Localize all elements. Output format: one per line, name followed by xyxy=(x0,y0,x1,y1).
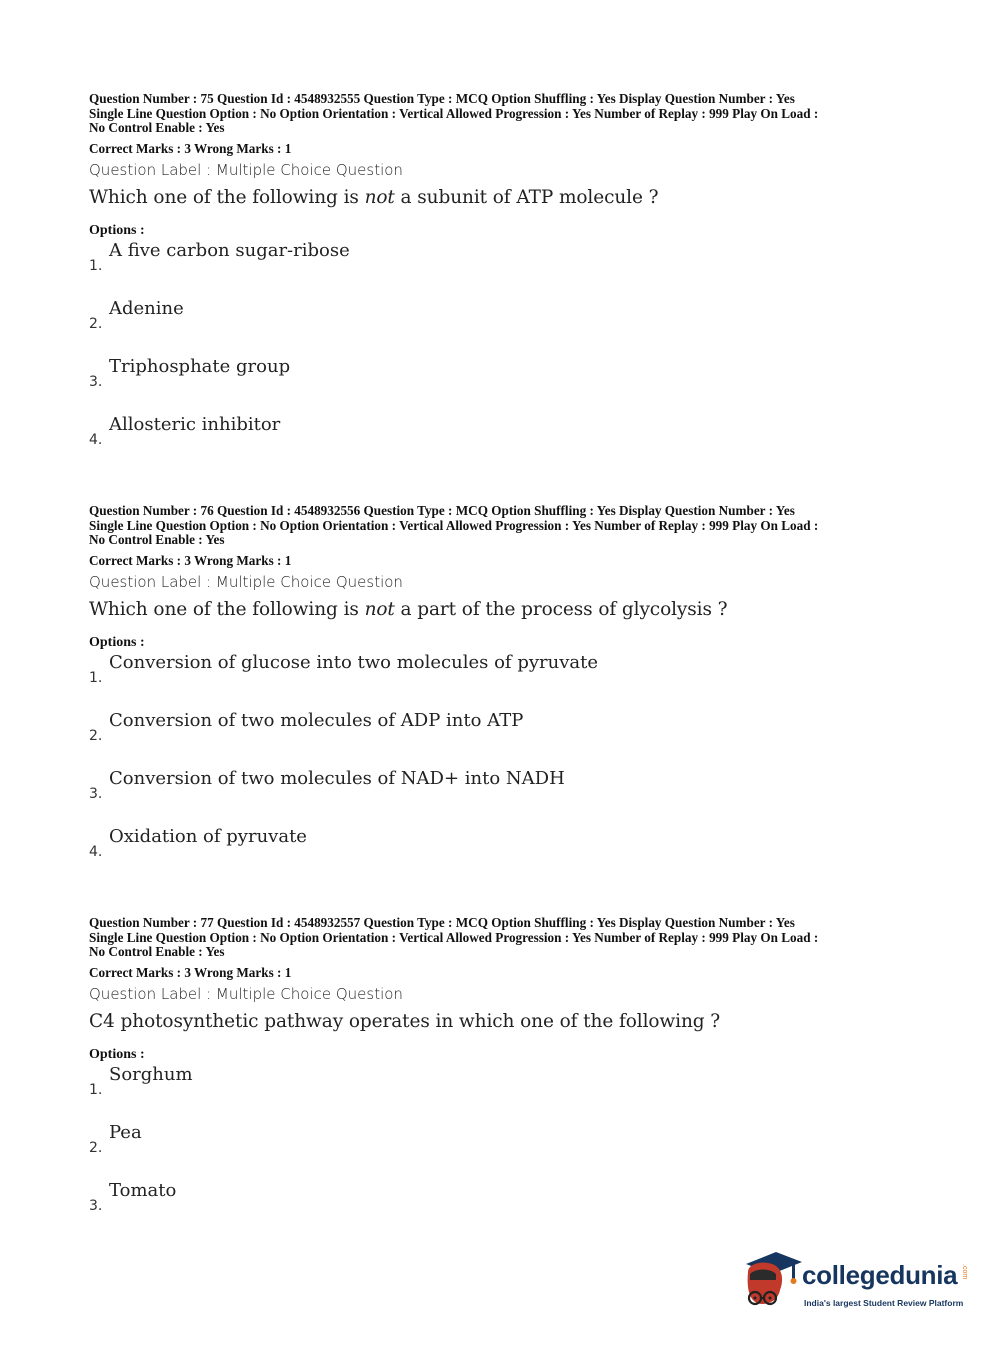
option-text: A five carbon sugar-ribose xyxy=(109,239,350,261)
option-item xyxy=(89,356,919,414)
option-item xyxy=(89,240,919,298)
logo-com-suffix: .com xyxy=(961,1264,968,1280)
question-text-part: C4 photosynthetic pathway operates in which one of the following ? xyxy=(89,1010,721,1032)
question-marks: Correct Marks : 3 Wrong Marks : 1 xyxy=(89,552,292,568)
question-marks: Correct Marks : 3 Wrong Marks : 1 xyxy=(89,964,292,980)
option-item xyxy=(89,1064,919,1122)
option-item xyxy=(89,1122,919,1180)
mascot-icon xyxy=(742,1250,804,1320)
collegedunia-logo xyxy=(742,1250,972,1320)
question-label: Question Label : Multiple Choice Question xyxy=(89,572,403,591)
question-meta-line: Question Number : 76 Question Id : 4548932556 Question Type : MCQ Option Shuffling : Yes Display Question Number : Yes xyxy=(89,503,795,518)
question-meta-line: Single Line Question Option : No Option Orientation : Vertical Allowed Progression : Yes Number of Replay : 999 Play On Load : xyxy=(89,105,819,121)
option-text: Triphosphate group xyxy=(109,355,291,377)
logo-wordmark: collegedunia xyxy=(802,1260,958,1290)
options-heading: Options : xyxy=(89,634,145,650)
question-text xyxy=(89,1009,919,1035)
question-meta-line: Single Line Question Option : No Option Orientation : Vertical Allowed Progression : Yes Number of Replay : 999 Play On Load : xyxy=(89,517,819,533)
option-number: 3. xyxy=(89,785,103,802)
option-item xyxy=(89,1180,919,1238)
option-item xyxy=(89,826,919,884)
question-meta-line: Question Number : 75 Question Id : 4548932555 Question Type : MCQ Option Shuffling : Yes Display Question Number : Yes xyxy=(89,91,795,106)
logo-tagline: India's largest Student Review Platform xyxy=(804,1298,964,1308)
option-number: 2. xyxy=(89,1139,103,1156)
option-number: 1. xyxy=(89,1081,103,1098)
question-block xyxy=(89,504,919,884)
option-text: Allosteric inhibitor xyxy=(109,413,281,435)
option-text: Oxidation of pyruvate xyxy=(109,825,307,847)
question-text xyxy=(89,597,919,623)
option-number: 3. xyxy=(89,373,103,390)
option-text: Pea xyxy=(109,1121,142,1143)
option-number: 3. xyxy=(89,1197,103,1214)
question-text-part: Which one of the following is xyxy=(89,186,365,208)
option-number: 4. xyxy=(89,431,103,448)
question-text-emphasis: not xyxy=(364,186,395,208)
question-text-part: a subunit of ATP molecule ? xyxy=(394,186,659,208)
question-text-part: Which one of the following is xyxy=(89,598,365,620)
option-text: Adenine xyxy=(109,297,184,319)
question-text-part: a part of the process of glycolysis ? xyxy=(394,598,728,620)
question-text-emphasis: not xyxy=(364,598,395,620)
option-text: Conversion of glucose into two molecules of pyruvate xyxy=(109,651,598,673)
option-item xyxy=(89,710,919,768)
question-meta-line: No Control Enable : Yes xyxy=(89,944,225,960)
options-heading: Options : xyxy=(89,1046,145,1062)
question-meta-line: No Control Enable : Yes xyxy=(89,120,225,136)
question-block xyxy=(89,92,919,472)
question-meta-line: Single Line Question Option : No Option Orientation : Vertical Allowed Progression : Yes Number of Replay : 999 Play On Load : xyxy=(89,929,819,945)
question-meta-line: No Control Enable : Yes xyxy=(89,532,225,548)
option-number: 2. xyxy=(89,727,103,744)
option-item xyxy=(89,298,919,356)
option-number: 1. xyxy=(89,669,103,686)
question-block xyxy=(89,916,919,1238)
question-text xyxy=(89,185,919,211)
question-label: Question Label : Multiple Choice Question xyxy=(89,984,403,1003)
option-item xyxy=(89,414,919,472)
option-item xyxy=(89,768,919,826)
question-marks: Correct Marks : 3 Wrong Marks : 1 xyxy=(89,140,292,156)
option-text: Sorghum xyxy=(109,1063,193,1085)
option-number: 1. xyxy=(89,257,103,274)
option-number: 2. xyxy=(89,315,103,332)
option-number: 4. xyxy=(89,843,103,860)
question-label: Question Label : Multiple Choice Question xyxy=(89,160,403,179)
options-heading: Options : xyxy=(89,222,145,238)
option-text: Conversion of two molecules of NAD+ into NADH xyxy=(109,767,565,789)
option-text: Tomato xyxy=(109,1179,177,1201)
option-item xyxy=(89,652,919,710)
option-text: Conversion of two molecules of ADP into ATP xyxy=(109,709,524,731)
question-meta-line: Question Number : 77 Question Id : 4548932557 Question Type : MCQ Option Shuffling : Yes Display Question Number : Yes xyxy=(89,915,795,930)
